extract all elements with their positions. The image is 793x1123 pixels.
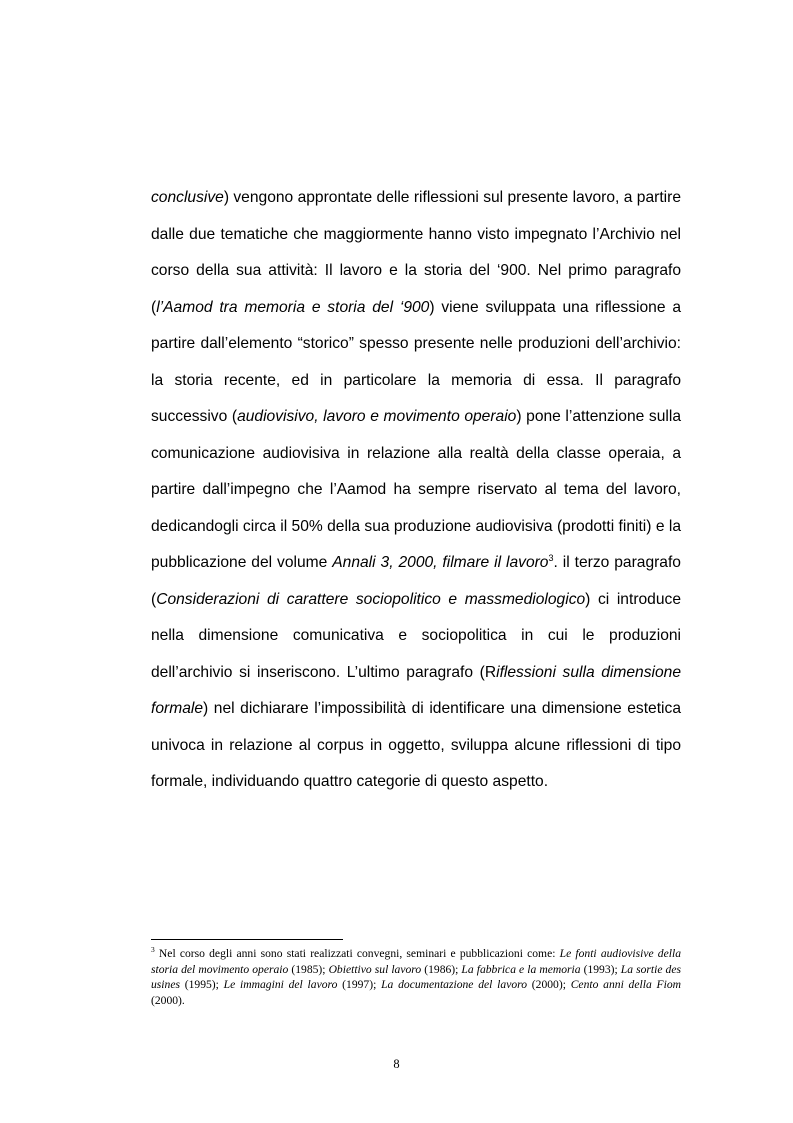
footnote-text: (1997); (337, 978, 382, 991)
italic-text: l’Aamod tra memoria e storia del ‘900 (156, 298, 430, 316)
italic-text: Annali 3, 2000, filmare il lavoro (332, 554, 549, 571)
footnote-title: La documentazione del lavoro (381, 978, 528, 991)
body-paragraph (151, 180, 681, 801)
italic-text: Considerazioni di carattere sociopolitico e massmediologico (156, 590, 586, 608)
italic-text: iflessioni sulla dimensione formale (151, 663, 681, 717)
page-number: 8 (393, 1057, 400, 1071)
footnote-title: La fabbrica e la memoria (461, 962, 581, 976)
footnote-text: (2000). (151, 993, 185, 1007)
footnote-title: Le fonti audiovisive della storia del movimento operaio (151, 947, 681, 976)
footnote-title: Obiettivo sul lavoro (328, 962, 422, 976)
footnote-text: (1985); (288, 962, 329, 976)
body-text-span: ) nel dichiarare l’impossibilità di identificare una dimensione estetica univoca in relazione al corpus in oggetto, sviluppa alcune riflessioni di tipo formale, individuando quattro categorie di questo aspetto. (151, 700, 681, 790)
footnote-separator (151, 939, 343, 940)
body-text-span: ) pone l’attenzione sulla comunicazione audiovisiva in relazione alla realtà della classe operaia, a partire dall’impegno che l’Aamod ha sempre riservato al tema del lavoro, dedicandogli circa il 50% della sua produzione audiovisiva (prodotti finiti) e la pubblicazione del volume (151, 408, 681, 571)
body-text-span: ) ci introduce nella dimensione comunicativa e sociopolitica in cui le produzioni dell’archivio si inseriscono. L’ultimo paragrafo (R (151, 590, 681, 681)
footnote-title: Le immagini del lavoro (223, 978, 338, 991)
footnote (151, 946, 681, 1008)
footnote-reference: 3 (548, 552, 554, 563)
footnote-text: Nel corso degli anni sono stati realizzati convegni, seminari e pubblicazioni come: (154, 947, 560, 960)
footnote-title: La sortie des usines (151, 962, 681, 991)
footnote-text: (1993); (580, 962, 621, 976)
footnote-title: Cento anni della Fiom (570, 978, 681, 991)
footnote-text: (2000); (527, 978, 571, 991)
italic-text: conclusive (151, 189, 224, 206)
body-text-span: . il terzo paragrafo ( (151, 554, 681, 608)
footnote-marker: 3 (151, 945, 155, 955)
body-text-span: ) vengono approntate delle riflessioni sul presente lavoro, a partire dalle due tematiche che maggiormente hanno visto impegnato l’Archivio nel corso della sua attività: Il lavoro e la storia del ‘900. Nel primo paragrafo ( (151, 189, 681, 316)
footnote-text: (1995); (179, 978, 224, 991)
footnote-text: (1986); (421, 962, 462, 976)
italic-text: audiovisivo, lavoro e movimento operaio (237, 408, 517, 425)
body-text-span: ) viene sviluppata una riflessione a partire dall’elemento “storico” spesso presente nelle produzioni dell’archivio: la storia recente, ed in particolare la memoria di essa. Il paragrafo successivo ( (151, 298, 681, 425)
